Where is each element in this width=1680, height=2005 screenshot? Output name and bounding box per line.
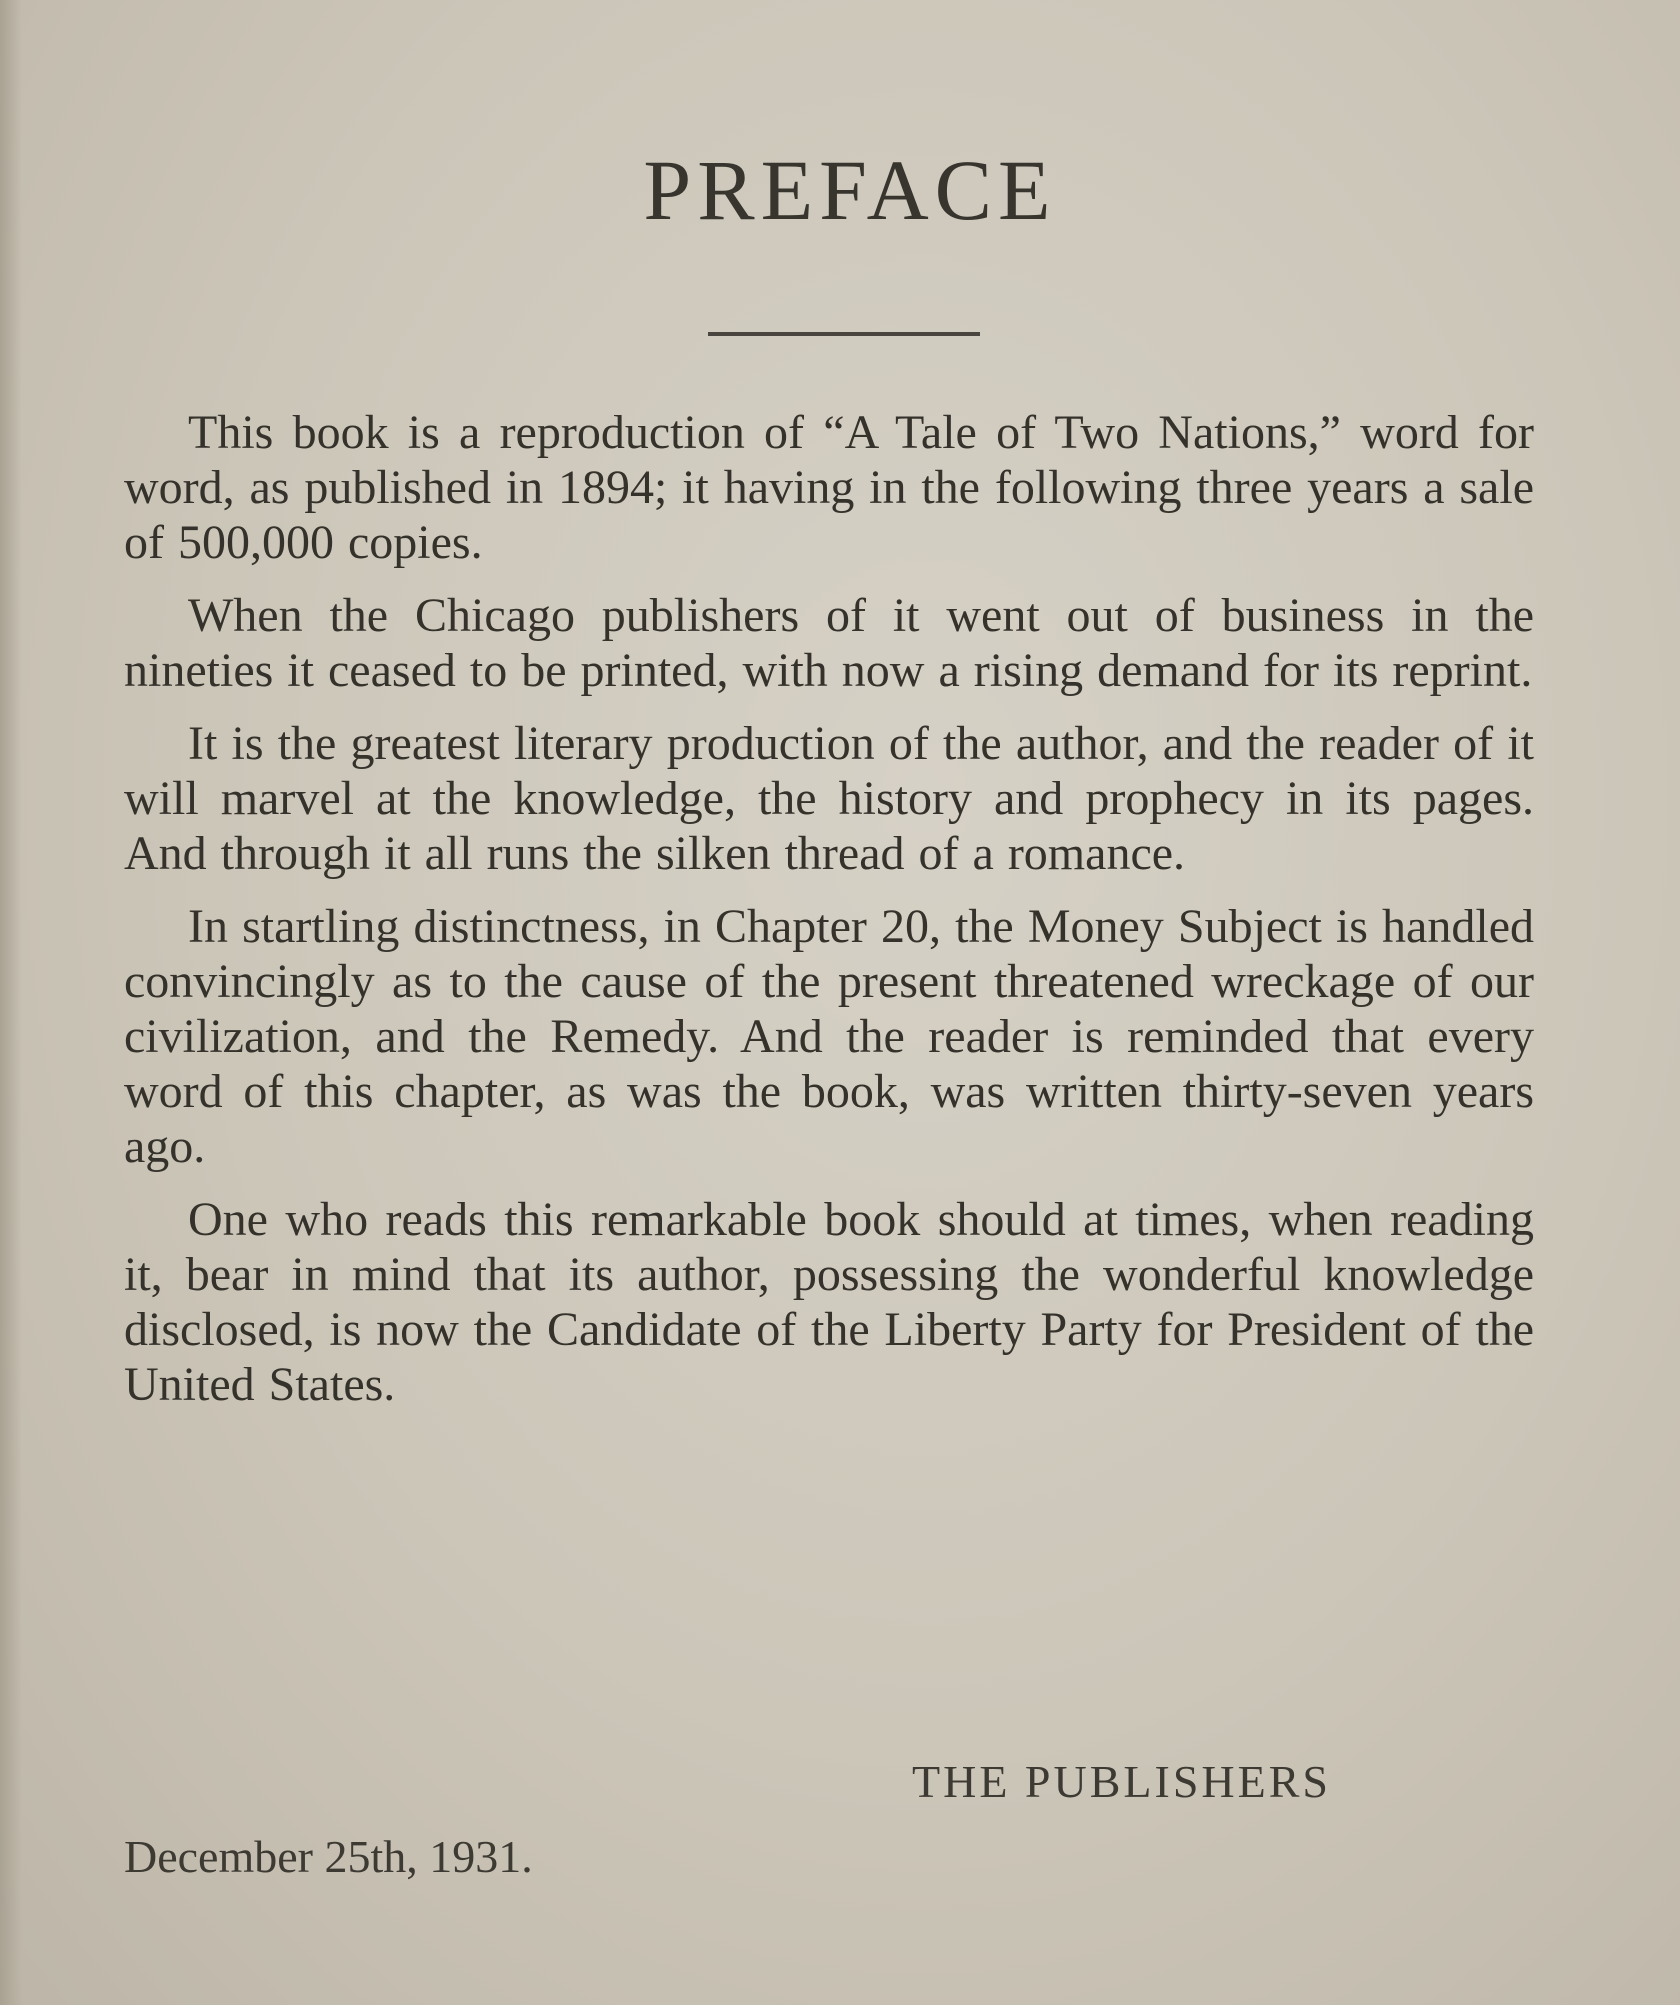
paragraph-money-subject: In startling distinctness, in Chapter 20, the Money Subject is handled convincingly as to the cause of the present threatened wreckage of our civilization, and the Remedy. And the reader is reminded that every word of this chapter, as was the book, was written thirty-seven years ago. bbox=[124, 900, 1534, 1173]
preface-date: December 25th, 1931. bbox=[124, 1831, 533, 1882]
paragraph-reproduction: This book is a reproduction of “A Tale of Two Nations,” word for word, as published in 1894; it having in the following three years a sale of 500,000 copies. bbox=[124, 406, 1534, 569]
paragraph-candidate: One who reads this remarkable book should at times, when reading it, bear in mind that its author, possessing the wonderful knowledge disclosed, is now the Candidate of the Liberty Party for President of the United States. bbox=[124, 1193, 1534, 1411]
publisher-signature: THE PUBLISHERS bbox=[912, 1756, 1331, 1807]
page-title: PREFACE bbox=[643, 142, 1057, 238]
preface-body bbox=[124, 405, 1534, 1430]
paragraph-greatest-production: It is the greatest literary production of the author, and the reader of it will marvel at the knowledge, the history and prophecy in its pages. And through it all runs the silken thread of a romance. bbox=[124, 717, 1534, 880]
title-divider bbox=[708, 332, 980, 336]
paragraph-publishers: When the Chicago publishers of it went out of business in the nineties it ceased to be printed, with now a rising demand for its reprint. bbox=[124, 589, 1534, 697]
